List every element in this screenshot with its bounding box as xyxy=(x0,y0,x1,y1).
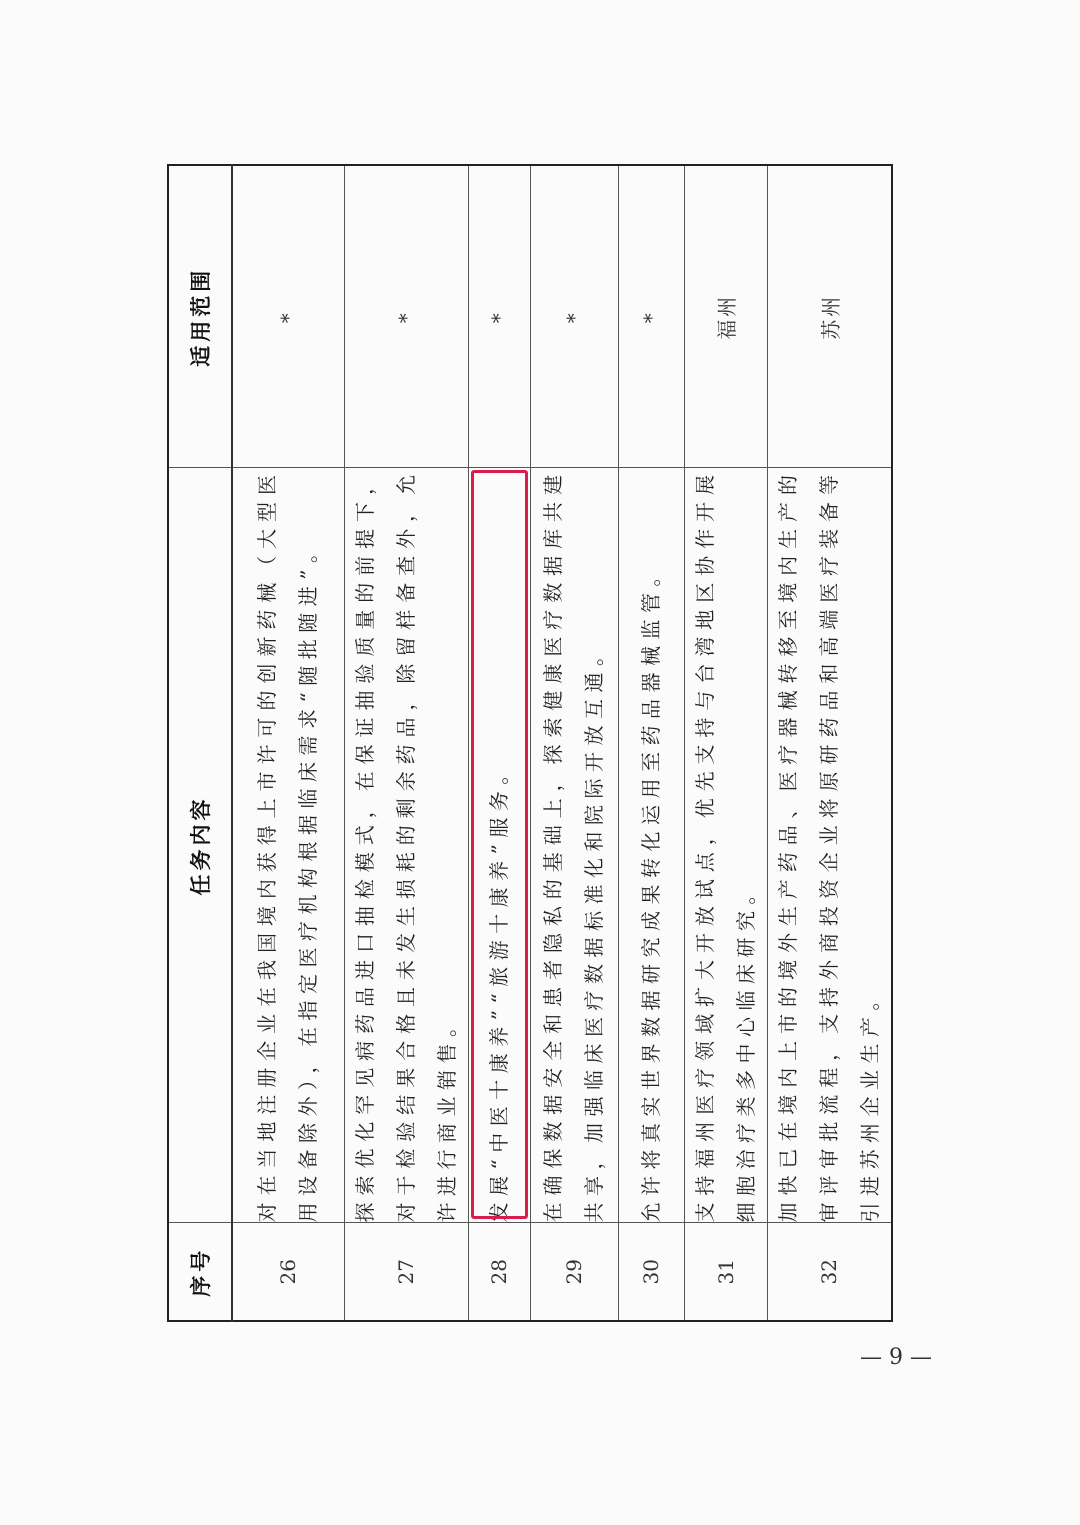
table-row xyxy=(344,165,468,1321)
row-number: 29 xyxy=(530,1223,618,1321)
row-content: 加快已在境内上市的境外生产药品、医疗器械转移至境内生产的审评审批流程，支持外商投资企业将原研药品和高端医疗装备等引进苏州企业生产。 xyxy=(767,468,892,1223)
row-scope: * xyxy=(344,165,468,468)
row-content: 对在当地注册企业在我国境内获得上市许可的创新药械（大型医用设备除外），在指定医疗机构根据临床需求“随批随进”。 xyxy=(232,468,344,1223)
header-scope: 适用范围 xyxy=(168,165,232,468)
row-scope: * xyxy=(530,165,618,468)
row-content-highlighted xyxy=(468,468,530,1223)
row-number: 32 xyxy=(767,1223,892,1321)
header-content: 任务内容 xyxy=(168,468,232,1223)
header-number: 序号 xyxy=(168,1223,232,1321)
row-content-text: 发展“中医十康养”“旅游十康养”服务。 xyxy=(486,758,511,1223)
row-number: 28 xyxy=(468,1223,530,1321)
table-header-row xyxy=(168,165,232,1321)
table-row xyxy=(618,165,684,1321)
row-scope: * xyxy=(232,165,344,468)
row-scope: 福州 xyxy=(684,165,767,468)
row-scope: * xyxy=(618,165,684,468)
table-row xyxy=(530,165,618,1321)
row-scope: 苏州 xyxy=(767,165,892,468)
rotated-table-container xyxy=(167,166,881,1322)
table-row xyxy=(684,165,767,1321)
table-row xyxy=(468,165,530,1321)
row-number: 27 xyxy=(344,1223,468,1321)
row-scope: * xyxy=(468,165,530,468)
row-content: 在确保数据安全和患者隐私的基础上，探索健康医疗数据库共建共享，加强临床医疗数据标准化和院际开放互通。 xyxy=(530,468,618,1223)
task-table xyxy=(167,164,893,1322)
page-number: — 9 — xyxy=(860,1345,932,1370)
row-number: 26 xyxy=(232,1223,344,1321)
table-row xyxy=(767,165,892,1321)
row-number: 31 xyxy=(684,1223,767,1321)
row-content: 探索优化罕见病药品进口抽检模式，在保证抽验质量的前提下，对于检验结果合格且未发生损耗的剩余药品，除留样备查外，允许进行商业销售。 xyxy=(344,468,468,1223)
row-content: 允许将真实世界数据研究成果转化运用至药品器械监管。 xyxy=(618,468,684,1223)
row-content: 支持福州医疗领域扩大开放试点，优先支持与台湾地区协作开展细胞治疗类多中心临床研究。 xyxy=(684,468,767,1223)
row-number: 30 xyxy=(618,1223,684,1321)
table-row xyxy=(232,165,344,1321)
